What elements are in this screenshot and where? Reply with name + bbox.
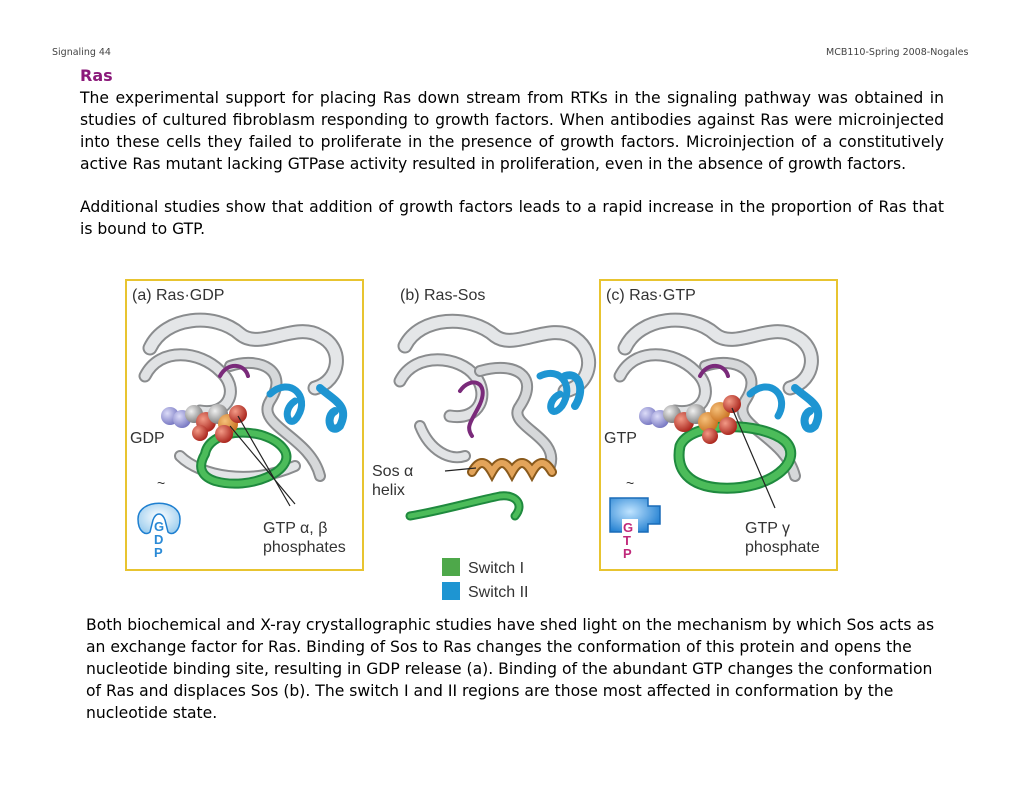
panel-a-nucleotide-label: GDP <box>130 430 165 447</box>
gdp-schematic-icon <box>138 475 180 560</box>
panel-a-protein-ribbon <box>145 320 343 483</box>
gtp-icon-letter-p: P <box>623 546 632 561</box>
figure-caption: Both biochemical and X-ray crystallographic studies have shed light on the mechanism by which Sos acts as an exchange factor for Ras. Binding of Sos to Ras changes the conformation of this protein and opens the nucleotide binding site, resulting in GDP release (a). Binding of the abundant GTP changes the conformation of Ras and displaces Sos (b). The switch I and II regions are those most affected in conformation by the nucleotide state. <box>86 616 935 722</box>
gdp-icon-letter-p: P <box>154 545 163 560</box>
legend-swatch-switch-2 <box>442 582 460 600</box>
sos-helix-label-line1: Sos α <box>372 463 414 480</box>
slide-title: Ras <box>80 66 113 85</box>
legend-swatch-switch-1 <box>442 558 460 576</box>
gdp-icon-letter-d: D <box>154 532 164 547</box>
sos-alpha-helix <box>472 463 552 472</box>
panel-c-phosphate-label-line2: phosphate <box>745 539 820 556</box>
gtp-icon-letter-g: G <box>623 520 634 535</box>
svg-text:~: ~ <box>157 475 166 491</box>
sos-helix-label-line2: helix <box>372 482 405 499</box>
legend-label-switch-1: Switch I <box>468 560 525 577</box>
body-paragraph-2: Additional studies show that addition of growth factors leads to a rapid increase in the proportion of Ras that is bound to GTP. <box>80 198 944 238</box>
slide-header-left: Signaling 44 <box>52 47 111 58</box>
body-paragraph-1: The experimental support for placing Ras down stream from RTKs in the signaling pathway was obtained in studies of cultured fibroblasm responding to growth factors. When antibodies against Ras were microinjected into these cells they failed to proliferate in the presence of growth factors. Microinjection of a constitutively active Ras mutant lacking GTPase activity resulted in proliferation, even in the absence of growth factors. <box>80 89 944 173</box>
slide-header-right: MCB110-Spring 2008-Nogales <box>826 47 969 58</box>
panel-a-phosphate-label-line2: phosphates <box>263 539 346 556</box>
panel-b-label: (b) Ras-Sos <box>400 287 486 304</box>
panel-a-label: (a) Ras·GDP <box>132 287 225 304</box>
gtp-schematic-icon <box>610 475 660 561</box>
gtp-icon-letter-t: T <box>623 533 631 548</box>
panel-c-ras-gtp <box>600 280 837 570</box>
panel-c-phosphate-label-line1: GTP γ <box>745 520 791 537</box>
panel-a-phosphate-label-line1: GTP α, β <box>263 520 328 537</box>
legend-label-switch-2: Switch II <box>468 584 529 601</box>
panel-a-ras-gdp <box>126 280 363 570</box>
figure-legend <box>442 558 528 601</box>
ras-structure-figure <box>120 276 840 606</box>
svg-text:~: ~ <box>626 475 635 491</box>
panel-b-ras-sos <box>372 287 589 516</box>
panel-c-label: (c) Ras·GTP <box>606 287 696 304</box>
gdp-icon-letter-g: G <box>154 519 165 534</box>
panel-b-protein-ribbon <box>400 321 589 516</box>
panel-c-nucleotide-label: GTP <box>604 430 637 447</box>
